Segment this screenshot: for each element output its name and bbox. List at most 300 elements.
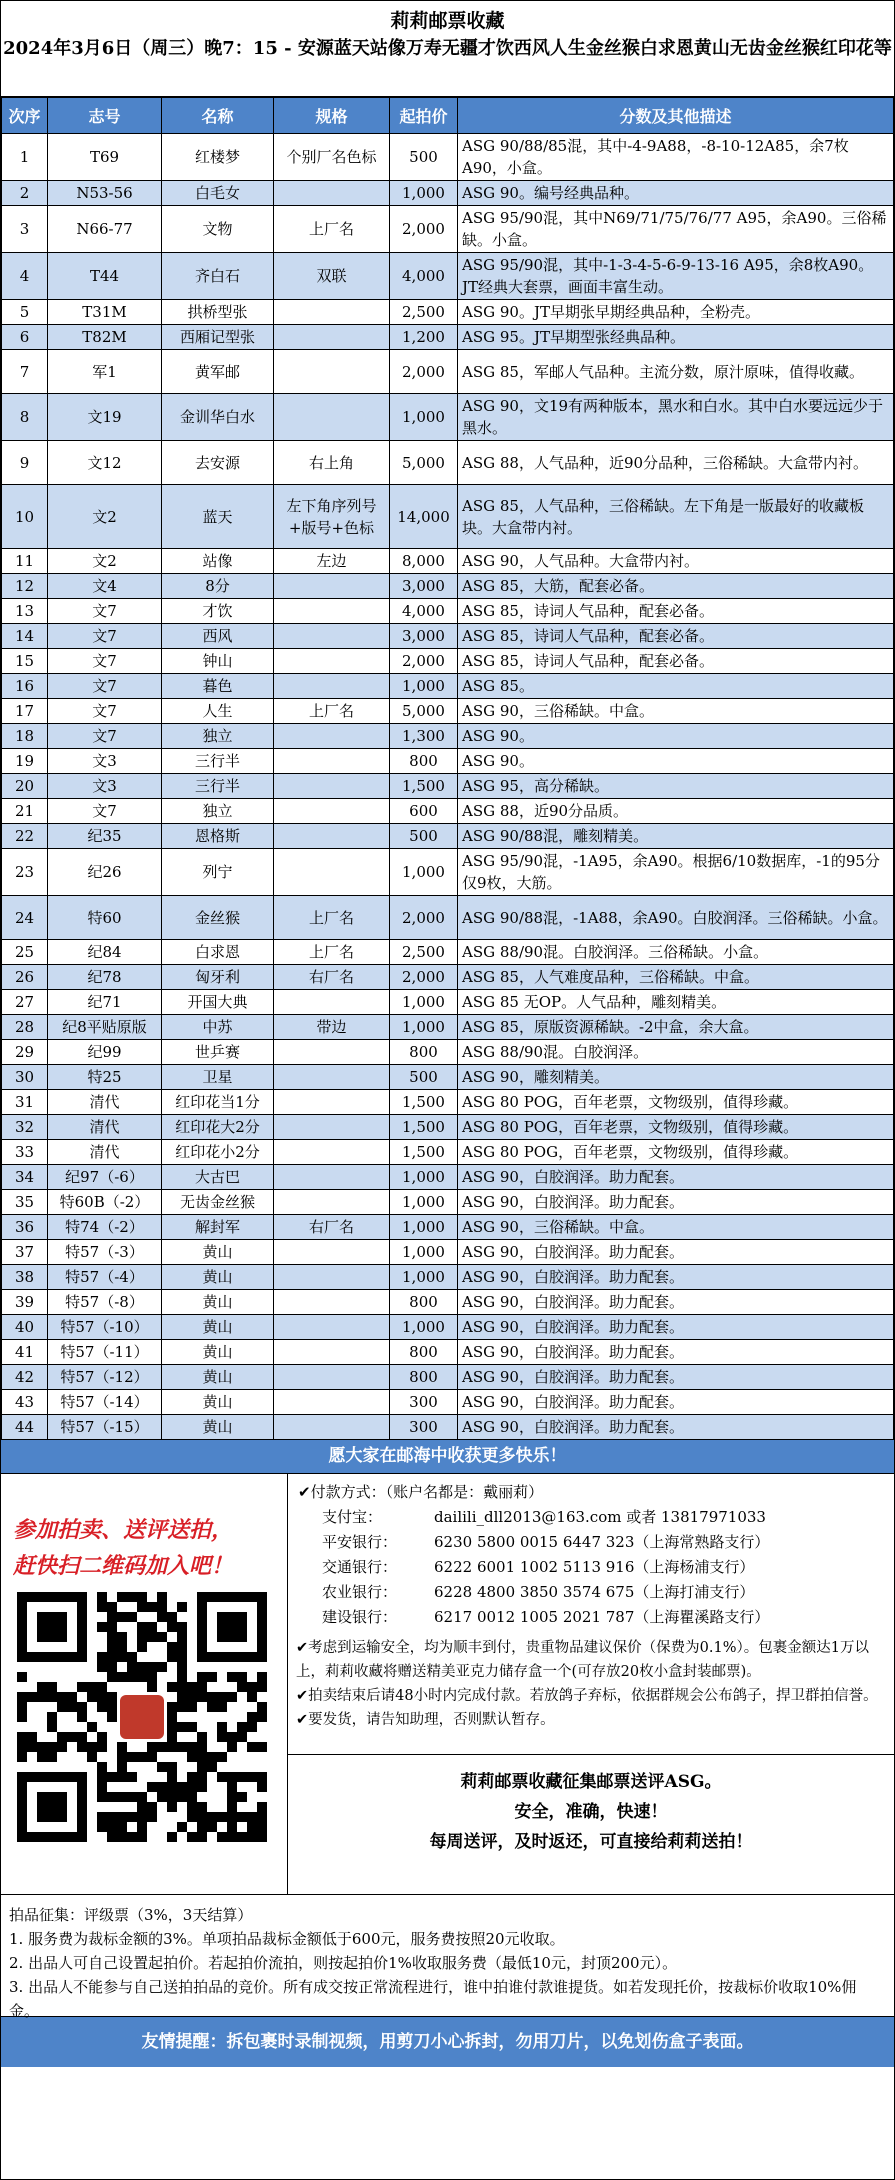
cell-code: T44	[48, 253, 162, 300]
rule-item: 1. 服务费为裁标金额的3%。单项拍品裁标金额低于600元，服务费按照20元收取。	[9, 1930, 565, 1948]
cell-code: T82M	[48, 325, 162, 350]
table-row	[2, 1365, 894, 1390]
cell-price: 8,000	[390, 549, 458, 574]
table-row	[2, 1140, 894, 1165]
cell-desc: ASG 85，原版资源稀缺。-2中盒，余大盒。	[458, 1015, 894, 1040]
cell-spec: 右上角	[274, 441, 390, 485]
table-row	[2, 1215, 894, 1240]
cell-code: 纪71	[48, 990, 162, 1015]
payment-value: dailili_dll2013@163.com 或者 13817971033	[434, 1508, 766, 1526]
cell-code: 特57（-15）	[48, 1415, 162, 1440]
cell-no: 13	[2, 599, 48, 624]
cell-code: 文2	[48, 549, 162, 574]
cell-spec	[274, 350, 390, 394]
cell-spec	[274, 1090, 390, 1115]
promo-panel	[1, 1474, 288, 1894]
cell-name: 黄山	[162, 1390, 274, 1415]
cell-desc: ASG 95/90混，其中-1-3-4-5-6-9-13-16 A95，余8枚A90。JT经典大套票，画面丰富生动。	[458, 253, 894, 300]
cell-no: 33	[2, 1140, 48, 1165]
table-row	[2, 896, 894, 940]
table-row	[2, 574, 894, 599]
table-row	[2, 1265, 894, 1290]
table-body	[2, 134, 894, 1440]
payment-label: 建设银行：	[322, 1608, 398, 1626]
cell-price: 1,500	[390, 774, 458, 799]
table-row	[2, 749, 894, 774]
cell-price: 500	[390, 1065, 458, 1090]
cell-code: 文7	[48, 724, 162, 749]
cell-no: 38	[2, 1265, 48, 1290]
cell-spec: 右厂名	[274, 965, 390, 990]
column-header: 次序	[2, 98, 48, 134]
cell-name: 站像	[162, 549, 274, 574]
table-row	[2, 774, 894, 799]
cell-name: 黄山	[162, 1265, 274, 1290]
cell-no: 29	[2, 1040, 48, 1065]
cell-no: 31	[2, 1090, 48, 1115]
payment-method	[298, 1530, 886, 1555]
payment-method	[298, 1505, 886, 1530]
cell-no: 39	[2, 1290, 48, 1315]
cell-code: 特57（-3）	[48, 1240, 162, 1265]
cell-code: 特60	[48, 896, 162, 940]
cell-name: 金丝猴	[162, 896, 274, 940]
cell-spec: 左下角序列号+版号+色标	[274, 485, 390, 549]
cell-code: 文4	[48, 574, 162, 599]
cell-spec	[274, 774, 390, 799]
column-header: 分数及其他描述	[458, 98, 894, 134]
cell-name: 独立	[162, 799, 274, 824]
cell-spec	[274, 1240, 390, 1265]
rule-item: 2. 出品人可自己设置起拍价。若起拍价流拍，则按起拍价1%收取服务费（最低10元，封顶200元）。	[9, 1954, 678, 1972]
cell-desc: ASG 85，大筋，配套必备。	[458, 574, 894, 599]
table-row	[2, 441, 894, 485]
cell-desc: ASG 88，近90分品质。	[458, 799, 894, 824]
cell-price: 5,000	[390, 699, 458, 724]
cell-no: 19	[2, 749, 48, 774]
cell-desc: ASG 90。	[458, 749, 894, 774]
table-row	[2, 134, 894, 181]
cell-price: 800	[390, 1290, 458, 1315]
table-row	[2, 1165, 894, 1190]
payment-label: 支付宝：	[322, 1508, 383, 1526]
table-row	[2, 1040, 894, 1065]
cell-no: 4	[2, 253, 48, 300]
table-row	[2, 699, 894, 724]
cell-desc: ASG 90，白胶润泽。助力配套。	[458, 1365, 894, 1390]
promo-slogan	[1, 1474, 287, 1584]
table-row	[2, 300, 894, 325]
cell-price: 3,000	[390, 574, 458, 599]
cell-desc: ASG 90/88混，雕刻精美。	[458, 824, 894, 849]
column-header: 志号	[48, 98, 162, 134]
cell-desc: ASG 90，白胶润泽。助力配套。	[458, 1290, 894, 1315]
table-row	[2, 990, 894, 1015]
cell-price: 500	[390, 824, 458, 849]
cell-desc: ASG 85。	[458, 674, 894, 699]
column-header: 起拍价	[390, 98, 458, 134]
cell-desc: ASG 90，白胶润泽。助力配套。	[458, 1315, 894, 1340]
cell-price: 1,000	[390, 674, 458, 699]
table-row	[2, 1415, 894, 1440]
cell-no: 41	[2, 1340, 48, 1365]
cell-code: 文7	[48, 674, 162, 699]
table-row	[2, 674, 894, 699]
cell-name: 黄山	[162, 1240, 274, 1265]
promo-line-1: 参加拍卖、送评送拍，	[13, 1517, 234, 1543]
cell-code: 文7	[48, 799, 162, 824]
table-row	[2, 724, 894, 749]
table-row	[2, 1290, 894, 1315]
cell-spec	[274, 300, 390, 325]
cell-name: 黄山	[162, 1315, 274, 1340]
cell-no: 15	[2, 649, 48, 674]
cell-desc: ASG 90，白胶润泽。助力配套。	[458, 1165, 894, 1190]
cell-name: 黄军邮	[162, 350, 274, 394]
cell-desc: ASG 90，雕刻精美。	[458, 1065, 894, 1090]
cell-code: 文12	[48, 441, 162, 485]
cell-spec: 个别厂名色标	[274, 134, 390, 181]
cell-price: 1,000	[390, 181, 458, 206]
payment-label: 农业银行：	[322, 1583, 398, 1601]
cell-desc: ASG 95。JT早期型张经典品种。	[458, 325, 894, 350]
rules-section	[1, 1895, 894, 2020]
payment-value: 6228 4800 3850 3574 675（上海打浦支行）	[434, 1583, 755, 1601]
cell-price: 5,000	[390, 441, 458, 485]
cell-spec	[274, 824, 390, 849]
cell-name: 开国大典	[162, 990, 274, 1015]
cell-price: 1,000	[390, 394, 458, 441]
cell-code: 纪99	[48, 1040, 162, 1065]
cell-price: 4,000	[390, 253, 458, 300]
table-row	[2, 181, 894, 206]
cell-spec	[274, 849, 390, 896]
cell-spec	[274, 1190, 390, 1215]
cell-price: 2,500	[390, 940, 458, 965]
cell-no: 36	[2, 1215, 48, 1240]
payment-panel	[288, 1474, 894, 1894]
service-line-2: 安全，准确，快速！	[514, 1802, 668, 1822]
cell-price: 1,000	[390, 990, 458, 1015]
cell-code: 文3	[48, 749, 162, 774]
cell-no: 35	[2, 1190, 48, 1215]
table-row	[2, 1115, 894, 1140]
cell-price: 800	[390, 1365, 458, 1390]
cell-price: 3,000	[390, 624, 458, 649]
cell-spec	[274, 1140, 390, 1165]
cell-no: 30	[2, 1065, 48, 1090]
cell-desc: ASG 90。JT早期张早期经典品种，全粉壳。	[458, 300, 894, 325]
cell-price: 1,000	[390, 1190, 458, 1215]
cell-spec: 带边	[274, 1015, 390, 1040]
cell-name: 黄山	[162, 1415, 274, 1440]
table-row	[2, 325, 894, 350]
cell-desc: ASG 95，高分稀缺。	[458, 774, 894, 799]
cell-no: 11	[2, 549, 48, 574]
service-box	[288, 1754, 894, 1894]
cell-name: 列宁	[162, 849, 274, 896]
cell-spec	[274, 1065, 390, 1090]
cell-code: 清代	[48, 1140, 162, 1165]
cell-desc: ASG 90。编号经典品种。	[458, 181, 894, 206]
cell-name: 解封军	[162, 1215, 274, 1240]
page-subtitle: 2024年3月6日（周三）晚7：15 - 安源蓝天站像万寿无疆才饮西风人生金丝猴白求恩黄山无齿金丝猴红印花等	[3, 38, 892, 59]
cell-spec: 左边	[274, 549, 390, 574]
cell-spec	[274, 1115, 390, 1140]
cell-no: 20	[2, 774, 48, 799]
cell-no: 37	[2, 1240, 48, 1265]
payment-label: 交通银行：	[322, 1558, 398, 1576]
cell-no: 7	[2, 350, 48, 394]
cell-desc: ASG 88/90混。白胶润泽。三俗稀缺。小盒。	[458, 940, 894, 965]
cell-desc: ASG 90。	[458, 724, 894, 749]
cell-spec	[274, 394, 390, 441]
cell-price: 2,000	[390, 965, 458, 990]
table-row	[2, 824, 894, 849]
cell-spec: 上厂名	[274, 206, 390, 253]
cell-name: 红印花大2分	[162, 1115, 274, 1140]
cell-name: 文物	[162, 206, 274, 253]
cell-no: 44	[2, 1415, 48, 1440]
cell-code: N53-56	[48, 181, 162, 206]
notes	[288, 1630, 894, 1732]
cell-code: 文7	[48, 599, 162, 624]
cell-no: 14	[2, 624, 48, 649]
cell-desc: ASG 80 POG，百年老票，文物级别，值得珍藏。	[458, 1140, 894, 1165]
cell-no: 8	[2, 394, 48, 441]
cell-price: 2,000	[390, 206, 458, 253]
table-row	[2, 1390, 894, 1415]
payment-heading: ✔付款方式：（账户名都是：戴丽莉）	[298, 1483, 544, 1501]
cell-desc: ASG 95/90混，-1A95，余A90。根据6/10数据库，-1的95分仅9枚，大筋。	[458, 849, 894, 896]
cell-spec	[274, 1390, 390, 1415]
rules-heading: 拍品征集：评级票（3%，3天结算）	[9, 1906, 253, 1924]
cell-name: 西厢记型张	[162, 325, 274, 350]
cell-spec	[274, 1290, 390, 1315]
cell-no: 40	[2, 1315, 48, 1340]
payment-method	[298, 1605, 886, 1630]
cell-price: 800	[390, 1040, 458, 1065]
payment-info	[288, 1474, 894, 1630]
cell-name: 黄山	[162, 1290, 274, 1315]
table-row	[2, 940, 894, 965]
cell-desc: ASG 90/88混，-1A88，余A90。白胶润泽。三俗稀缺。小盒。	[458, 896, 894, 940]
cell-price: 1,500	[390, 1090, 458, 1115]
cell-desc: ASG 90，白胶润泽。助力配套。	[458, 1240, 894, 1265]
promo-line-2: 赶快扫二维码加入吧！	[13, 1553, 234, 1579]
cell-name: 蓝天	[162, 485, 274, 549]
cell-spec	[274, 325, 390, 350]
cell-desc: ASG 80 POG，百年老票，文物级别，值得珍藏。	[458, 1115, 894, 1140]
cell-no: 3	[2, 206, 48, 253]
cell-code: 特25	[48, 1065, 162, 1090]
cell-name: 人生	[162, 699, 274, 724]
banner: 愿大家在邮海中收获更多快乐！	[1, 1440, 894, 1474]
cell-code: 文7	[48, 699, 162, 724]
service-line-3: 每周送评，及时返还，可直接给莉莉送拍！	[429, 1832, 753, 1852]
cell-no: 34	[2, 1165, 48, 1190]
cell-code: 特57（-10）	[48, 1315, 162, 1340]
cell-spec	[274, 1265, 390, 1290]
cell-price: 1,200	[390, 325, 458, 350]
cell-desc: ASG 90，白胶润泽。助力配套。	[458, 1415, 894, 1440]
rule-item: 3. 出品人不能参与自己送拍拍品的竞价。所有成交按正常流程进行，谁中拍谁付款谁提货。如若发现托价，按裁标价收取10%佣金。	[9, 1978, 857, 2020]
table-row	[2, 649, 894, 674]
payment-value: 6230 5800 0015 6447 323（上海常熟路支行）	[434, 1533, 770, 1551]
lot-table	[1, 97, 894, 1440]
cell-price: 1,000	[390, 1315, 458, 1340]
cell-no: 43	[2, 1390, 48, 1415]
cell-no: 42	[2, 1365, 48, 1390]
cell-desc: ASG 85，诗词人气品种，配套必备。	[458, 599, 894, 624]
cell-name: 中苏	[162, 1015, 274, 1040]
cell-code: 特57（-12）	[48, 1365, 162, 1390]
cell-no: 18	[2, 724, 48, 749]
cell-desc: ASG 90，白胶润泽。助力配套。	[458, 1390, 894, 1415]
payment-method	[298, 1555, 886, 1580]
cell-desc: ASG 90/88/85混，其中-4-9A88，-8-10-12A85，余7枚A90，小盒。	[458, 134, 894, 181]
cell-name: 去安源	[162, 441, 274, 485]
cell-desc: ASG 85 无OP。人气品种，雕刻精美。	[458, 990, 894, 1015]
table-row	[2, 965, 894, 990]
cell-price: 1,000	[390, 849, 458, 896]
reminder: 友情提醒：拆包裹时录制视频，用剪刀小心拆封，勿用刀片，以免划伤盒子表面。	[1, 2017, 894, 2067]
table-row	[2, 799, 894, 824]
cell-name: 拱桥型张	[162, 300, 274, 325]
cell-desc: ASG 90，白胶润泽。助力配套。	[458, 1190, 894, 1215]
cell-price: 1,000	[390, 1215, 458, 1240]
cell-name: 独立	[162, 724, 274, 749]
cell-name: 匈牙利	[162, 965, 274, 990]
cell-code: 文19	[48, 394, 162, 441]
cell-spec	[274, 799, 390, 824]
cell-desc: ASG 90，三俗稀缺。中盒。	[458, 1215, 894, 1240]
cell-spec: 双联	[274, 253, 390, 300]
cell-spec: 上厂名	[274, 940, 390, 965]
cell-spec	[274, 599, 390, 624]
cell-no: 1	[2, 134, 48, 181]
cell-spec	[274, 1365, 390, 1390]
qr-code-icon[interactable]	[17, 1592, 267, 1842]
cell-desc: ASG 85，人气品种，三俗稀缺。左下角是一版最好的收藏板块。大盒带内衬。	[458, 485, 894, 549]
table-row	[2, 624, 894, 649]
cell-no: 6	[2, 325, 48, 350]
cell-name: 世乒赛	[162, 1040, 274, 1065]
cell-code: 文7	[48, 624, 162, 649]
payment-value: 6217 0012 1005 2021 787（上海瞿溪路支行）	[434, 1608, 770, 1626]
table-row	[2, 1015, 894, 1040]
cell-name: 红楼梦	[162, 134, 274, 181]
cell-name: 恩格斯	[162, 824, 274, 849]
info-section	[1, 1474, 894, 1895]
cell-code: 军1	[48, 350, 162, 394]
cell-name: 无齿金丝猴	[162, 1190, 274, 1215]
cell-price: 2,500	[390, 300, 458, 325]
cell-spec	[274, 1040, 390, 1065]
cell-spec	[274, 1340, 390, 1365]
cell-spec	[274, 1165, 390, 1190]
cell-price: 2,000	[390, 649, 458, 674]
table-row	[2, 1340, 894, 1365]
cell-code: 纪35	[48, 824, 162, 849]
cell-code: T69	[48, 134, 162, 181]
cell-spec: 上厂名	[274, 896, 390, 940]
cell-name: 白求恩	[162, 940, 274, 965]
cell-no: 23	[2, 849, 48, 896]
table-row	[2, 1315, 894, 1340]
cell-no: 22	[2, 824, 48, 849]
cell-code: 纪84	[48, 940, 162, 965]
cell-no: 28	[2, 1015, 48, 1040]
cell-price: 14,000	[390, 485, 458, 549]
cell-code: 特57（-11）	[48, 1340, 162, 1365]
cell-price: 300	[390, 1415, 458, 1440]
cell-name: 红印花当1分	[162, 1090, 274, 1115]
cell-code: 文7	[48, 649, 162, 674]
note-item: ✔拍卖结束后请48小时内完成付款。若放鸽子弃标，依据群规会公布鸽子，捍卫群拍信誉。	[296, 1688, 878, 1704]
cell-desc: ASG 85，人气难度品种，三俗稀缺。中盒。	[458, 965, 894, 990]
cell-name: 三行半	[162, 749, 274, 774]
cell-code: 特74（-2）	[48, 1215, 162, 1240]
cell-code: 纪26	[48, 849, 162, 896]
cell-price: 1,500	[390, 1140, 458, 1165]
cell-no: 5	[2, 300, 48, 325]
service-line-1: 莉莉邮票收藏征集邮票送评ASG。	[460, 1772, 722, 1792]
cell-name: 8分	[162, 574, 274, 599]
cell-spec	[274, 1415, 390, 1440]
cell-desc: ASG 85，诗词人气品种，配套必备。	[458, 624, 894, 649]
table-row	[2, 849, 894, 896]
cell-name: 黄山	[162, 1365, 274, 1390]
cell-code: 特57（-14）	[48, 1390, 162, 1415]
table-row	[2, 1240, 894, 1265]
cell-code: 特57（-8）	[48, 1290, 162, 1315]
cell-name: 黄山	[162, 1340, 274, 1365]
cell-desc: ASG 88，人气品种，近90分品种，三俗稀缺。大盒带内衬。	[458, 441, 894, 485]
table-row	[2, 549, 894, 574]
cell-code: 清代	[48, 1115, 162, 1140]
payment-label: 平安银行：	[322, 1533, 398, 1551]
cell-no: 12	[2, 574, 48, 599]
cell-no: 25	[2, 940, 48, 965]
cell-price: 4,000	[390, 599, 458, 624]
table-row	[2, 485, 894, 549]
cell-price: 1,000	[390, 1165, 458, 1190]
header	[1, 1, 894, 97]
table-row	[2, 1090, 894, 1115]
table-row	[2, 206, 894, 253]
table-row	[2, 394, 894, 441]
cell-spec	[274, 724, 390, 749]
cell-code: T31M	[48, 300, 162, 325]
table-row	[2, 253, 894, 300]
cell-code: 纪97（-6）	[48, 1165, 162, 1190]
table-row	[2, 350, 894, 394]
cell-price: 2,000	[390, 350, 458, 394]
cell-no: 21	[2, 799, 48, 824]
cell-no: 24	[2, 896, 48, 940]
cell-desc: ASG 85，军邮人气品种。主流分数，原汁原味，值得收藏。	[458, 350, 894, 394]
cell-code: N66-77	[48, 206, 162, 253]
cell-no: 27	[2, 990, 48, 1015]
cell-price: 2,000	[390, 896, 458, 940]
cell-name: 大古巴	[162, 1165, 274, 1190]
cell-spec	[274, 1315, 390, 1340]
cell-code: 文2	[48, 485, 162, 549]
page-title: 莉莉邮票收藏	[390, 10, 505, 32]
cell-price: 800	[390, 1340, 458, 1365]
cell-price: 300	[390, 1390, 458, 1415]
